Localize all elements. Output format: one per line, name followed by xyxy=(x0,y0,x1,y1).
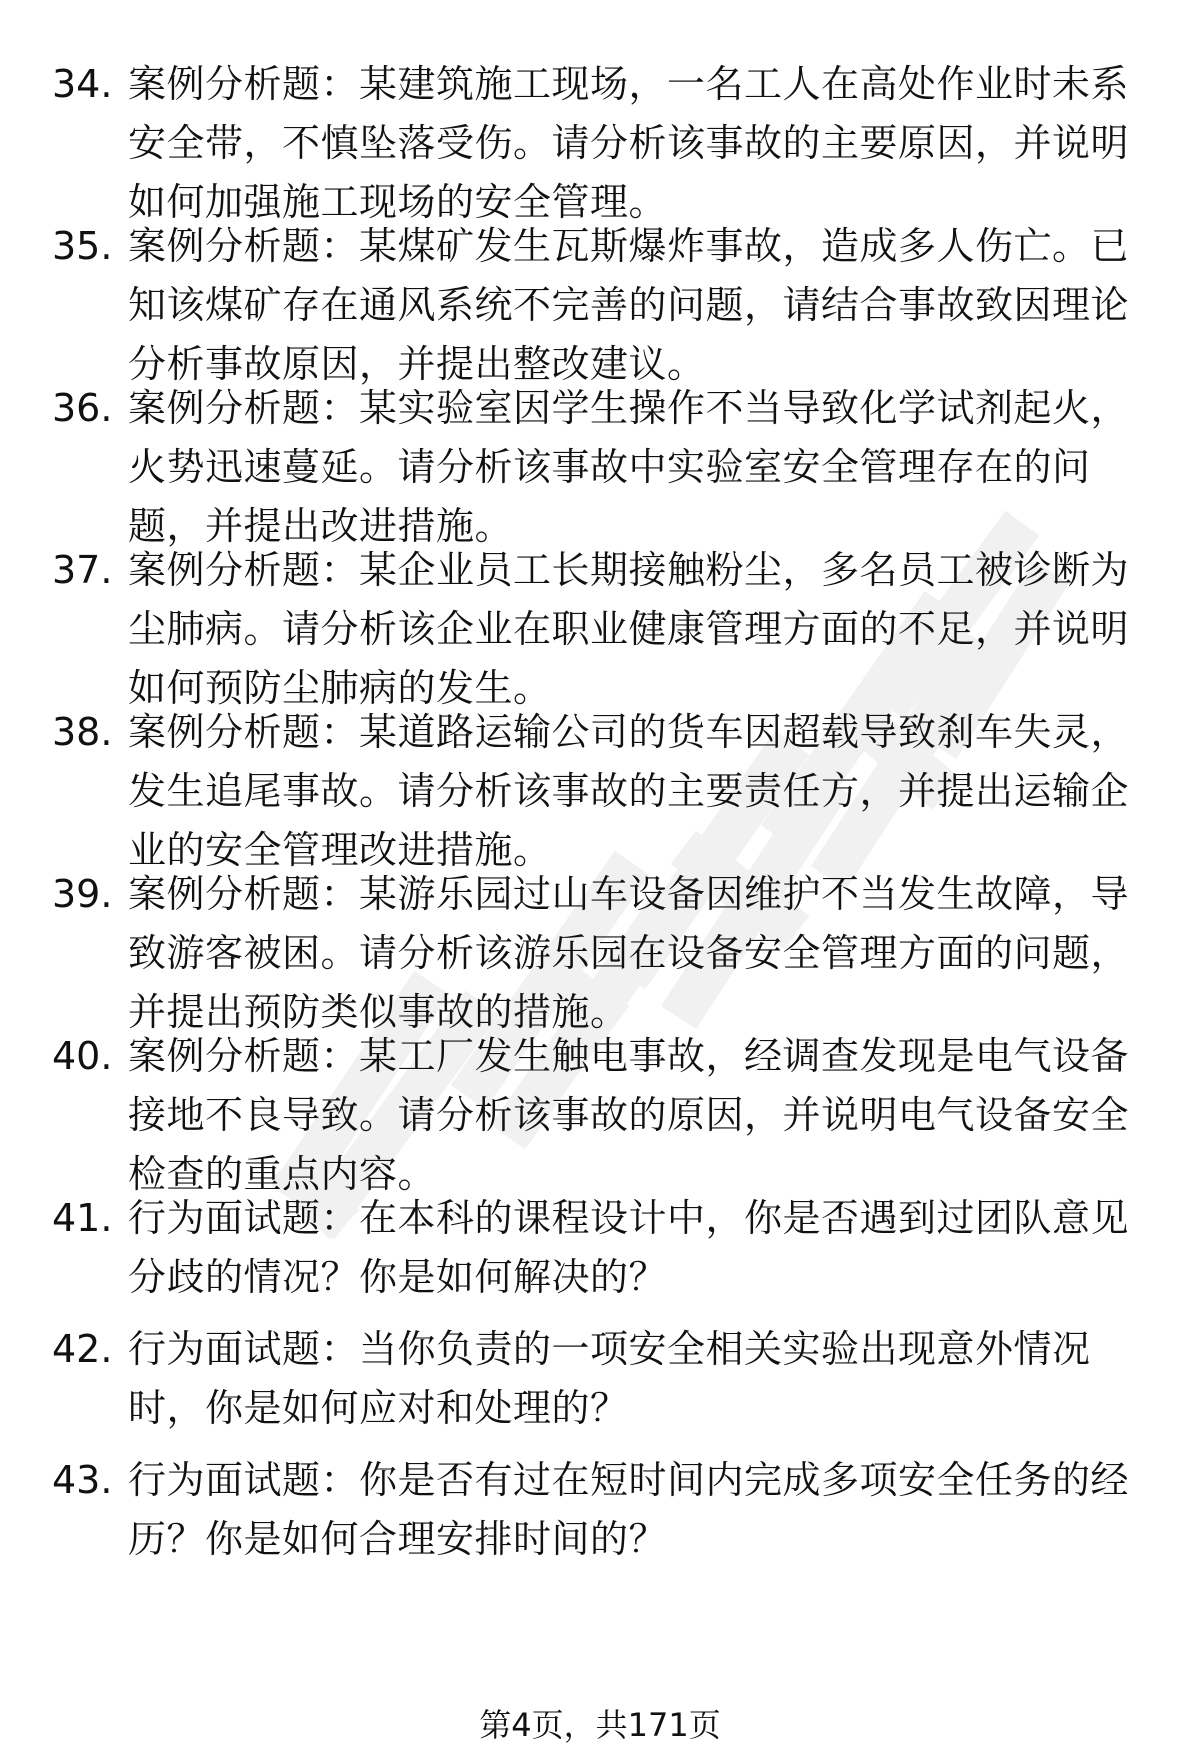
question-number: 43. xyxy=(52,1458,113,1502)
question-text: 案例分析题：某道路运输公司的货车因超载导致刹车失灵，发生追尾事故。请分析该事故的主要责任方，并提出运输企业的安全管理改进措施。 xyxy=(128,710,1130,872)
question-number: 41. xyxy=(52,1196,113,1240)
question-text: 案例分析题：某建筑施工现场，一名工人在高处作业时未系安全带，不慎坠落受伤。请分析该事故的主要原因，并说明如何加强施工现场的安全管理。 xyxy=(128,62,1130,224)
question-text: 行为面试题：你是否有过在短时间内完成多项安全任务的经历？你是如何合理安排时间的？ xyxy=(128,1458,1130,1561)
question-number: 42. xyxy=(52,1327,113,1371)
question-number: 37. xyxy=(52,548,113,592)
question-text: 行为面试题：当你负责的一项安全相关实验出现意外情况时，你是如何应对和处理的？ xyxy=(128,1327,1091,1430)
question-item xyxy=(52,703,1142,880)
question-item xyxy=(52,541,1142,718)
question-text: 行为面试题：在本科的课程设计中，你是否遇到过团队意见分歧的情况？你是如何解决的？ xyxy=(128,1196,1130,1299)
question-text: 案例分析题：某工厂发生触电事故，经调查发现是电气设备接地不良导致。请分析该事故的原因，并说明电气设备安全检查的重点内容。 xyxy=(128,1034,1130,1196)
question-text: 案例分析题：某游乐园过山车设备因维护不当发生故障，导致游客被困。请分析该游乐园在设备安全管理方面的问题，并提出预防类似事故的措施。 xyxy=(128,872,1130,1034)
question-number: 34. xyxy=(52,62,113,106)
question-text: 案例分析题：某实验室因学生操作不当导致化学试剂起火，火势迅速蔓延。请分析该事故中实验室安全管理存在的问题，并提出改进措施。 xyxy=(128,386,1130,548)
question-text: 案例分析题：某企业员工长期接触粉尘，多名员工被诊断为尘肺病。请分析该企业在职业健康管理方面的不足，并说明如何预防尘肺病的发生。 xyxy=(128,548,1130,710)
question-item xyxy=(52,379,1142,556)
question-number: 40. xyxy=(52,1034,113,1078)
question-text: 案例分析题：某煤矿发生瓦斯爆炸事故，造成多人伤亡。已知该煤矿存在通风系统不完善的问题，请结合事故致因理论分析事故原因，并提出整改建议。 xyxy=(128,224,1130,386)
question-number: 39. xyxy=(52,872,113,916)
question-item xyxy=(52,1027,1142,1204)
question-number: 38. xyxy=(52,710,113,754)
question-number: 35. xyxy=(52,224,113,268)
question-item xyxy=(52,1189,1142,1307)
page-footer: 第4页，共171页 xyxy=(479,1706,721,1744)
question-item xyxy=(52,55,1142,232)
question-number: 36. xyxy=(52,386,113,430)
question-item xyxy=(52,217,1142,394)
question-item xyxy=(52,1320,1142,1438)
question-item xyxy=(52,1451,1142,1569)
question-item xyxy=(52,865,1142,1042)
